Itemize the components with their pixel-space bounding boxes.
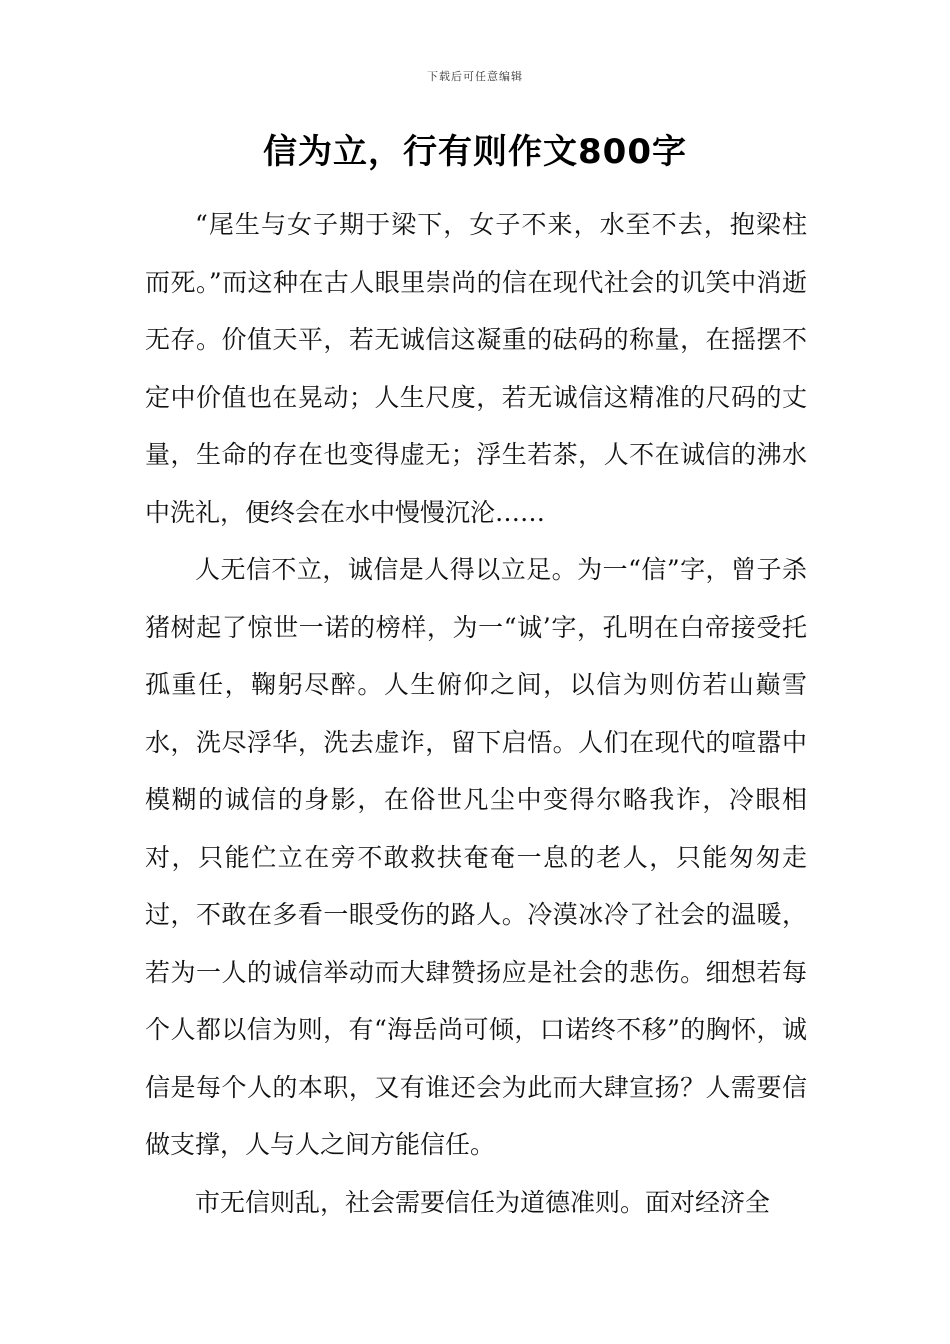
header-note: 下载后可任意编辑 <box>427 70 523 83</box>
paragraph-3: 市无信则乱，社会需要信任为道德准则。面对经济全 <box>195 1187 771 1217</box>
document-body <box>145 196 807 1231</box>
document-title: 信为立，行有则作文800字 <box>263 132 687 172</box>
paragraph-2: 人无信不立，诚信是人得以立足。为一“信”字，曾子杀猪树起了惊世一诺的榜样，为一“诚’字，孔明在白帝接受托孤重任，鞠躬尽醉。人生俯仰之间，以信为则仿若山巅雪水，洗尽浮华，洗去虚诈，留下启悟。人们在现代的喧嚣中模糊的诚信的身影，在俗世凡尘中变得尔略我诈，冷眼相对，只能伫立在旁不敢救扶奄奄一息的老人，只能匆匆走过，不敢在多看一眼受伤的路人。冷漠冰冷了社会的温暖，若为一人的诚信举动而大肆赞扬应是社会的悲伤。细想若每个人都以信为则，有“海岳尚可倾，口诺终不移”的胸怀，诚信是每个人的本职，又有谁还会为此而大肆宣扬？人需要信做支撑，人与人之间方能信任。 <box>145 555 807 1159</box>
paragraph-1: “尾生与女子期于梁下，女子不来，水至不去，抱梁柱而死。”而这种在古人眼里崇尚的信在现代社会的讥笑中消逝无存。价值天平，若无诚信这凝重的砝码的称量，在摇摆不定中价值也在晃动；人生尺度，若无诚信这精准的尺码的丈量，生命的存在也变得虚无；浮生若茶，人不在诚信的沸水中洗礼，便终会在水中慢慢沉沦…… <box>145 210 807 527</box>
